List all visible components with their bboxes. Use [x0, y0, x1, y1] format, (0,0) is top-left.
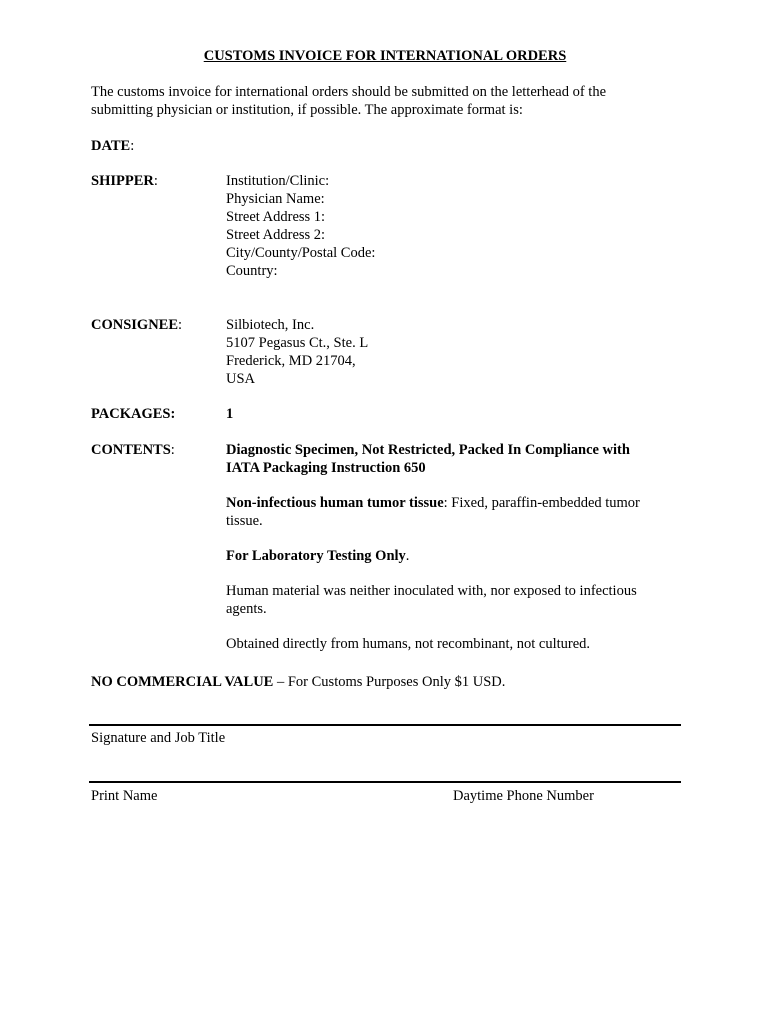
shipper-country-field: Country: [226, 263, 278, 279]
consignee-line: Silbiotech, Inc. [226, 317, 315, 333]
shipper-street1-field: Street Address 1: [226, 209, 326, 225]
consignee-line: 5107 Pegasus Ct., Ste. L [226, 335, 369, 351]
no-commercial-value-row [91, 673, 691, 691]
signature-line [89, 724, 681, 726]
document-title: CUSTOMS INVOICE FOR INTERNATIONAL ORDERS [203, 48, 567, 64]
print-name-line [89, 781, 681, 783]
contents-lab-testing-text: For Laboratory Testing Only. [226, 548, 410, 564]
signature-label: Signature and Job Title [91, 730, 226, 746]
shipper-label: SHIPPER: [91, 173, 158, 189]
consignee-line: USA [226, 371, 256, 387]
no-commercial-value-label: NO COMMERCIAL VALUE [91, 674, 274, 690]
phone-number-label: Daytime Phone Number [453, 788, 594, 804]
shipper-physician-field: Physician Name: [226, 191, 325, 207]
consignee-line: Frederick, MD 21704, [226, 353, 356, 369]
print-name-label: Print Name [91, 788, 158, 804]
no-commercial-value-text: – For Customs Purposes Only $1 USD. [273, 674, 506, 690]
date-label: DATE: [91, 138, 135, 154]
consignee-address [226, 316, 671, 388]
contents-description [226, 441, 666, 670]
consignee-label: CONSIGNEE: [91, 317, 183, 333]
contents-label: CONTENTS: [91, 442, 175, 458]
shipper-street2-field: Street Address 2: [226, 227, 326, 243]
packages-value: 1 [226, 406, 234, 422]
shipper-fields [226, 172, 671, 280]
shipper-city-field: City/County/Postal Code: [226, 245, 376, 261]
contents-specimen-text: Diagnostic Specimen, Not Restricted, Packed In Compliance with IATA Packaging Instruction 650 [226, 442, 630, 476]
contents-tissue-text: Non-infectious human tumor tissue: Fixed, paraffin-embedded tumor tissue. [226, 495, 640, 529]
contents-origin-text: Obtained directly from humans, not recombinant, not cultured. [226, 636, 591, 652]
shipper-institution-field: Institution/Clinic: [226, 173, 330, 189]
intro-paragraph: The customs invoice for international orders should be submitted on the letterhead of the submitting physician or institution, if possible. The approximate format is: [91, 84, 607, 118]
packages-label: PACKAGES: [91, 406, 176, 422]
contents-exposure-text: Human material was neither inoculated with, nor exposed to infectious agents. [226, 583, 637, 617]
